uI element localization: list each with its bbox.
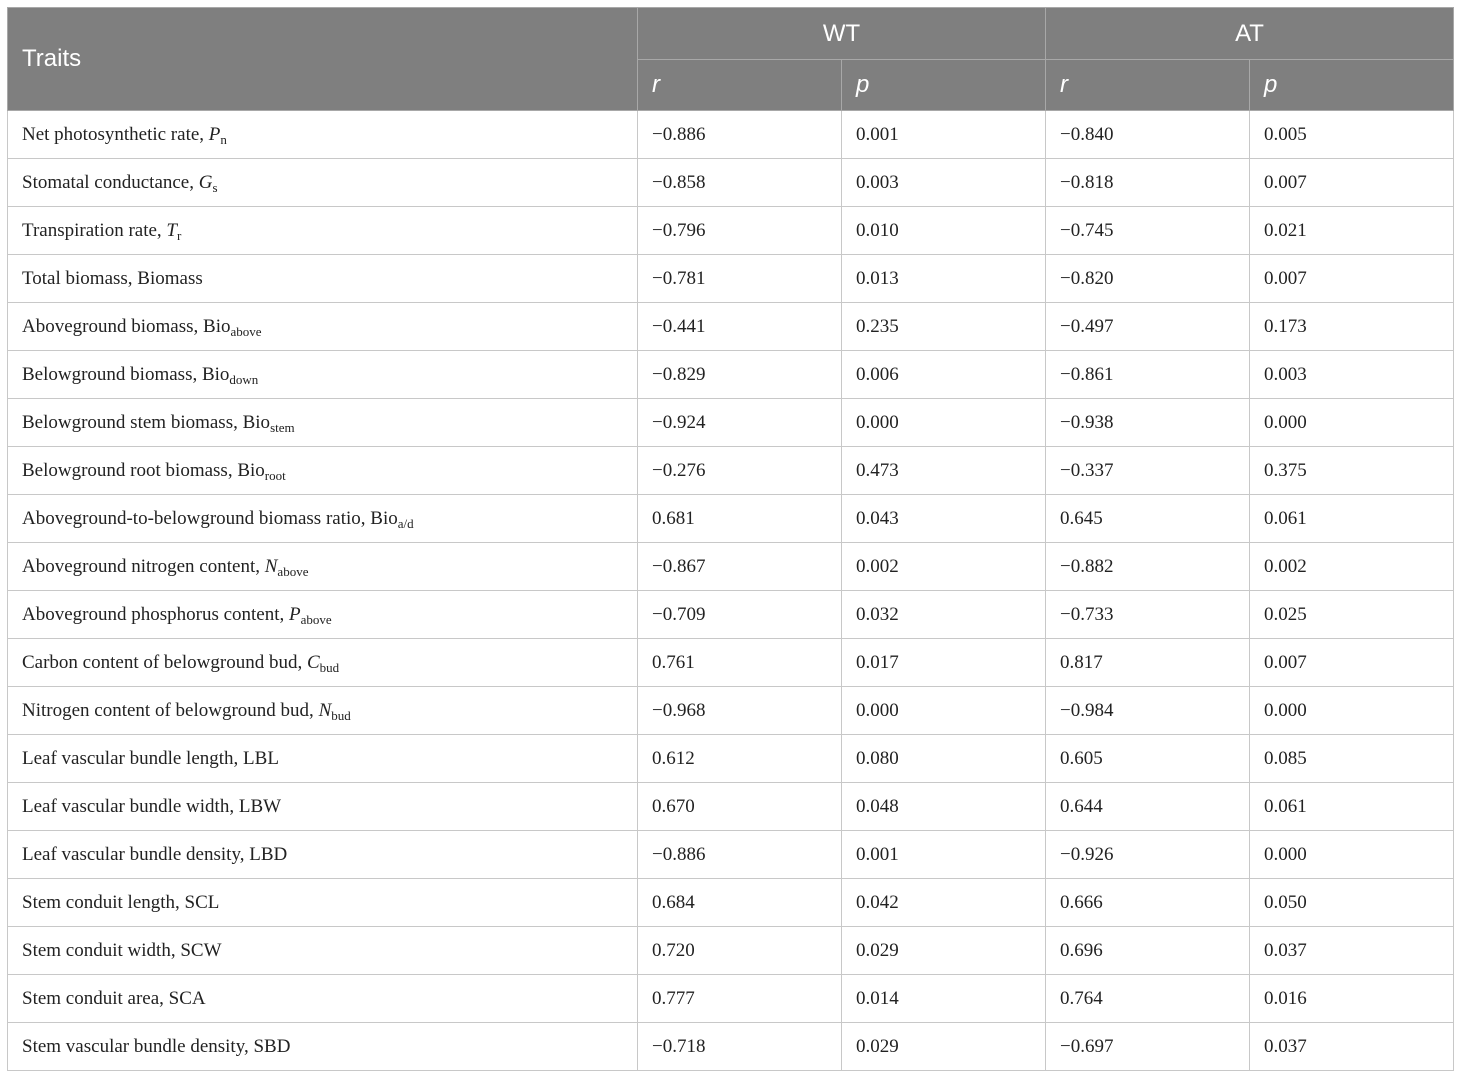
trait-name: Belowground stem biomass,: [22, 411, 243, 433]
traits-header: Traits: [8, 8, 638, 111]
table-row: [8, 447, 1454, 495]
trait-symbol: P: [208, 123, 221, 145]
trait-name: Nitrogen content of belowground bud,: [22, 699, 319, 721]
at-p-cell: 0.005: [1250, 111, 1454, 159]
trait-name: Net photosynthetic rate,: [22, 123, 209, 145]
trait-name: Carbon content of belowground bud,: [22, 651, 307, 673]
table-row: [8, 735, 1454, 783]
table-row: [8, 783, 1454, 831]
wt-p-cell: 0.029: [842, 927, 1046, 975]
at-r-cell: 0.666: [1046, 879, 1250, 927]
trait-symbol-subscript: r: [177, 227, 182, 243]
at-p-cell: 0.000: [1250, 687, 1454, 735]
trait-name: Stem conduit area, SCA: [22, 987, 206, 1009]
trait-name: Aboveground biomass,: [22, 315, 204, 337]
wt-r-cell: 0.777: [638, 975, 842, 1023]
wt-p-cell: 0.010: [842, 207, 1046, 255]
at-r-cell: −0.745: [1046, 207, 1250, 255]
trait-symbol-subscript: s: [212, 179, 218, 195]
trait-symbol: Bio: [237, 459, 265, 481]
wt-r-cell: −0.968: [638, 687, 842, 735]
wt-r-cell: −0.441: [638, 303, 842, 351]
table-row: [8, 543, 1454, 591]
subheader-at-r: r: [1046, 60, 1250, 111]
subheader-wt-r: r: [638, 60, 842, 111]
at-r-cell: 0.817: [1046, 639, 1250, 687]
at-r-cell: −0.820: [1046, 255, 1250, 303]
at-p-cell: 0.037: [1250, 927, 1454, 975]
wt-p-cell: 0.029: [842, 1023, 1046, 1071]
wt-p-cell: 0.001: [842, 111, 1046, 159]
trait-name-cell: [8, 783, 638, 831]
trait-symbol: P: [289, 603, 301, 625]
wt-r-cell: −0.709: [638, 591, 842, 639]
trait-symbol: C: [306, 651, 320, 673]
wt-p-cell: 0.017: [842, 639, 1046, 687]
table-row: [8, 687, 1454, 735]
at-p-cell: 0.002: [1250, 543, 1454, 591]
wt-p-cell: 0.002: [842, 543, 1046, 591]
correlation-table-container: [7, 7, 1453, 1071]
trait-name-cell: [8, 159, 638, 207]
at-p-cell: 0.085: [1250, 735, 1454, 783]
at-p-cell: 0.037: [1250, 1023, 1454, 1071]
trait-symbol-subscript: above: [277, 563, 309, 579]
trait-symbol: N: [264, 555, 278, 577]
trait-name-cell: [8, 303, 638, 351]
trait-symbol-subscript: stem: [270, 419, 295, 435]
wt-r-cell: −0.924: [638, 399, 842, 447]
table-row: [8, 879, 1454, 927]
at-p-cell: 0.050: [1250, 879, 1454, 927]
trait-name-cell: [8, 111, 638, 159]
at-r-cell: 0.605: [1046, 735, 1250, 783]
at-p-cell: 0.000: [1250, 399, 1454, 447]
at-p-cell: 0.000: [1250, 831, 1454, 879]
trait-name-cell: [8, 927, 638, 975]
correlation-table: [7, 7, 1454, 1071]
trait-symbol-subscript: n: [220, 131, 227, 147]
table-row: [8, 159, 1454, 207]
wt-r-cell: 0.670: [638, 783, 842, 831]
at-r-cell: −0.840: [1046, 111, 1250, 159]
wt-r-cell: −0.867: [638, 543, 842, 591]
group-header-at: AT: [1046, 8, 1454, 60]
table-row: [8, 831, 1454, 879]
trait-name: Belowground root biomass,: [22, 459, 238, 481]
wt-p-cell: 0.048: [842, 783, 1046, 831]
wt-p-cell: 0.003: [842, 159, 1046, 207]
trait-name: Leaf vascular bundle width, LBW: [22, 795, 282, 817]
trait-symbol: G: [198, 171, 213, 193]
at-r-cell: −0.984: [1046, 687, 1250, 735]
wt-p-cell: 0.000: [842, 399, 1046, 447]
trait-name-cell: [8, 447, 638, 495]
wt-r-cell: −0.858: [638, 159, 842, 207]
wt-p-cell: 0.235: [842, 303, 1046, 351]
trait-name: Stem conduit width, SCW: [22, 939, 222, 961]
wt-r-cell: −0.276: [638, 447, 842, 495]
trait-symbol-subscript: bud: [319, 659, 340, 675]
trait-name-cell: [8, 255, 638, 303]
trait-symbol: Bio: [242, 411, 271, 433]
trait-symbol: Bio: [370, 507, 398, 529]
trait-symbol: Bio: [201, 363, 230, 385]
trait-symbol-subscript: down: [229, 371, 259, 387]
at-r-cell: −0.861: [1046, 351, 1250, 399]
wt-p-cell: 0.000: [842, 687, 1046, 735]
subheader-at-p: p: [1250, 60, 1454, 111]
table-row: [8, 495, 1454, 543]
wt-p-cell: 0.006: [842, 351, 1046, 399]
trait-name: Aboveground nitrogen content,: [22, 555, 265, 577]
wt-p-cell: 0.001: [842, 831, 1046, 879]
trait-name-cell: [8, 975, 638, 1023]
wt-p-cell: 0.473: [842, 447, 1046, 495]
at-r-cell: 0.645: [1046, 495, 1250, 543]
wt-r-cell: −0.886: [638, 831, 842, 879]
table-row: [8, 399, 1454, 447]
table-row: [8, 1023, 1454, 1071]
trait-symbol: T: [166, 219, 177, 241]
trait-name: Stem vascular bundle density, SBD: [22, 1035, 291, 1057]
group-header-wt: WT: [638, 8, 1046, 60]
wt-r-cell: −0.886: [638, 111, 842, 159]
at-r-cell: −0.697: [1046, 1023, 1250, 1071]
wt-r-cell: −0.796: [638, 207, 842, 255]
wt-r-cell: 0.612: [638, 735, 842, 783]
trait-name: Stomatal conductance,: [22, 171, 199, 193]
at-r-cell: −0.938: [1046, 399, 1250, 447]
table-row: [8, 351, 1454, 399]
at-p-cell: 0.016: [1250, 975, 1454, 1023]
trait-name-cell: [8, 207, 638, 255]
trait-name-cell: [8, 591, 638, 639]
wt-r-cell: 0.681: [638, 495, 842, 543]
at-r-cell: −0.818: [1046, 159, 1250, 207]
wt-p-cell: 0.013: [842, 255, 1046, 303]
table-row: [8, 255, 1454, 303]
trait-name: Leaf vascular bundle length, LBL: [22, 747, 279, 769]
trait-name-cell: [8, 879, 638, 927]
at-r-cell: −0.926: [1046, 831, 1250, 879]
trait-symbol-subscript: bud: [331, 707, 351, 723]
trait-name: Transpiration rate,: [22, 219, 167, 241]
trait-name: Total biomass, Biomass: [22, 267, 203, 289]
at-p-cell: 0.173: [1250, 303, 1454, 351]
trait-name-cell: [8, 831, 638, 879]
at-r-cell: −0.337: [1046, 447, 1250, 495]
trait-name-cell: [8, 399, 638, 447]
trait-symbol: N: [318, 699, 332, 721]
table-row: [8, 927, 1454, 975]
at-r-cell: 0.696: [1046, 927, 1250, 975]
table-row: [8, 207, 1454, 255]
trait-name-cell: [8, 1023, 638, 1071]
at-p-cell: 0.061: [1250, 495, 1454, 543]
at-p-cell: 0.007: [1250, 159, 1454, 207]
table-row: [8, 111, 1454, 159]
at-p-cell: 0.061: [1250, 783, 1454, 831]
at-p-cell: 0.375: [1250, 447, 1454, 495]
at-r-cell: −0.882: [1046, 543, 1250, 591]
trait-name: Leaf vascular bundle density, LBD: [22, 843, 288, 865]
wt-r-cell: 0.684: [638, 879, 842, 927]
trait-name-cell: [8, 687, 638, 735]
wt-r-cell: 0.720: [638, 927, 842, 975]
trait-name: Aboveground phosphorus content,: [22, 603, 290, 625]
at-r-cell: 0.764: [1046, 975, 1250, 1023]
wt-p-cell: 0.080: [842, 735, 1046, 783]
trait-symbol-subscript: above: [230, 323, 262, 339]
trait-name: Stem conduit length, SCL: [22, 891, 220, 913]
at-p-cell: 0.003: [1250, 351, 1454, 399]
table-row: [8, 639, 1454, 687]
table-row: [8, 591, 1454, 639]
wt-r-cell: −0.718: [638, 1023, 842, 1071]
at-p-cell: 0.025: [1250, 591, 1454, 639]
wt-r-cell: −0.829: [638, 351, 842, 399]
subheader-wt-p: p: [842, 60, 1046, 111]
table-row: [8, 975, 1454, 1023]
wt-p-cell: 0.042: [842, 879, 1046, 927]
at-r-cell: 0.644: [1046, 783, 1250, 831]
table-row: [8, 303, 1454, 351]
at-p-cell: 0.007: [1250, 639, 1454, 687]
wt-r-cell: 0.761: [638, 639, 842, 687]
trait-name-cell: [8, 639, 638, 687]
table-body: [8, 111, 1454, 1071]
at-r-cell: −0.497: [1046, 303, 1250, 351]
table-header: [8, 8, 1454, 111]
trait-name-cell: [8, 543, 638, 591]
wt-p-cell: 0.032: [842, 591, 1046, 639]
trait-name-cell: [8, 351, 638, 399]
at-p-cell: 0.021: [1250, 207, 1454, 255]
wt-p-cell: 0.014: [842, 975, 1046, 1023]
wt-p-cell: 0.043: [842, 495, 1046, 543]
at-r-cell: −0.733: [1046, 591, 1250, 639]
trait-name: Belowground biomass,: [22, 363, 202, 385]
trait-symbol-subscript: a/d: [397, 515, 414, 531]
trait-name: Aboveground-to-belowground biomass ratio,: [22, 507, 371, 529]
at-p-cell: 0.007: [1250, 255, 1454, 303]
trait-symbol-subscript: root: [264, 467, 286, 483]
trait-name-cell: [8, 735, 638, 783]
trait-symbol: Bio: [203, 315, 231, 337]
trait-symbol-subscript: above: [300, 611, 332, 627]
trait-name-cell: [8, 495, 638, 543]
wt-r-cell: −0.781: [638, 255, 842, 303]
